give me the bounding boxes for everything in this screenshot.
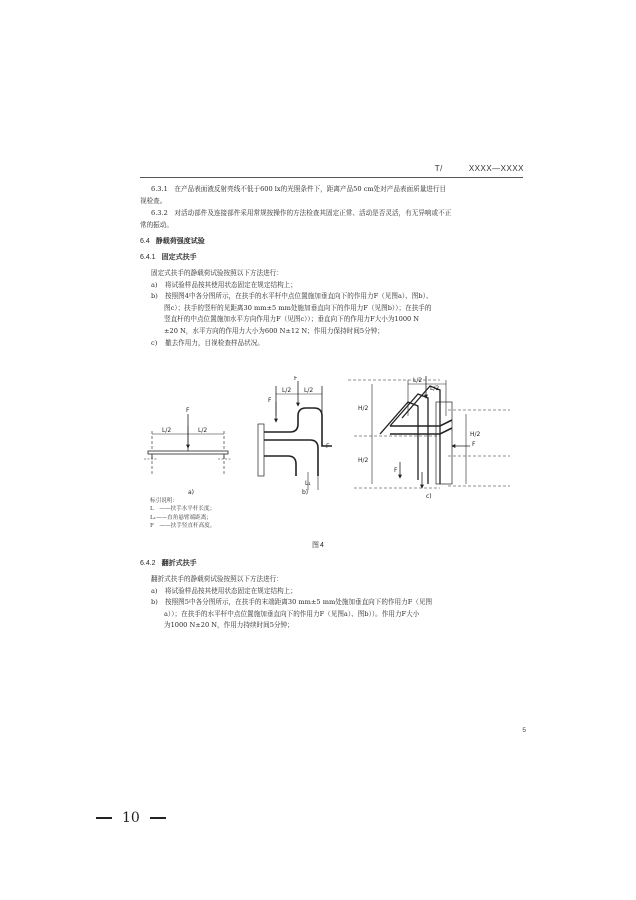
section-heading-6-4-2	[140, 558, 524, 570]
paragraph-line: 6.3.1 在产品表面液反射亮线不低于600 lx的光照条件下，距离产品50 cm处对产品表面质量进行目	[151, 185, 447, 193]
figure-caption: 图4	[312, 542, 325, 549]
section-title: 固定式扶手	[161, 254, 197, 261]
force-label: F	[394, 467, 398, 474]
list-item: b) 按照图4中各分图所示，在扶手的水平杆中点位置施加垂直向下的作用力F（见图a）、图b）、	[140, 291, 524, 303]
sub-figure-b	[258, 376, 332, 496]
section-heading-6-4-1	[140, 252, 524, 264]
list-item-continuation: a））；在扶手的水平杆中点位置施加垂直向下的作用力F（见图a）、图b））。作用力F大小	[164, 609, 420, 618]
list-label: a)	[151, 586, 158, 595]
force-label: F	[472, 441, 476, 448]
dimension-label: H/2	[358, 457, 369, 464]
section-number: 6.4.1	[140, 254, 156, 261]
dimension-label: L/2	[198, 427, 208, 434]
dimension-label: L/2	[304, 387, 314, 394]
dimension-label: H/2	[470, 431, 481, 438]
section-number: 6.4.2	[140, 560, 156, 567]
list-item-continuation: ±20 N，水平方向的作用力大小为600 N±12 N；作用力保持时间5分钟；	[164, 326, 384, 335]
dimension-label: H/2	[358, 405, 369, 412]
list-item: a) 将试验样品按其使用状态固定在规定结构上；	[140, 280, 524, 292]
list-item: c) 撤去作用力，目视检查样品状况。	[140, 338, 524, 350]
standard-code-header	[435, 164, 524, 173]
list-item-continuation: 为1000 N±20 N，作用力持续时间5分钟；	[164, 621, 294, 630]
section-number: 6.4	[140, 238, 150, 245]
force-label: F	[294, 376, 298, 382]
list-label: b)	[151, 292, 158, 301]
section-6-3-1	[140, 184, 524, 207]
dimension-label: L/2	[162, 427, 172, 434]
page-number: 5	[522, 727, 526, 734]
force-label: F	[186, 407, 190, 414]
folio-dash	[96, 817, 112, 818]
figure-4-drawing	[140, 376, 524, 506]
legend-item: L ——扶手水平杆长度；	[150, 506, 216, 513]
paragraph-line: 常的振动。	[140, 220, 173, 229]
dimension-label: L/2	[413, 377, 423, 384]
list-label: a)	[151, 280, 158, 289]
legend-item: L₁——直角悬臂端距离；	[150, 514, 212, 521]
standard-number: XXXX—XXXX	[468, 164, 524, 173]
section-title: 静载荷强度试验	[155, 238, 205, 245]
folio-number: 10	[122, 810, 140, 826]
sub-figure-c	[348, 376, 510, 500]
section-heading-6-4	[140, 236, 524, 248]
header-rule	[140, 177, 523, 178]
list-label: c)	[151, 338, 158, 347]
dimension-label: L/2	[282, 387, 292, 394]
paragraph-intro: 固定式扶手的静载荷试验按照以下方法进行：	[151, 269, 283, 277]
list-item: a) 将试验样品按其使用状态固定在规定结构上；	[140, 586, 524, 598]
figure-legend	[150, 497, 215, 531]
list-item-continuation: 竖直杆的中点位置施加水平方向作用力F（见图c））；垂直向下的作用力F大小为1000 N	[164, 315, 420, 324]
list-item: b) 按照图5中各分图所示，在扶手的末端距离30 mm±5 mm处施加垂直向下的作用力F（见图	[140, 597, 524, 609]
section-6-3-2	[140, 208, 524, 231]
dimension-label: L/2	[430, 385, 440, 392]
list-item-continuation: 图c）；扶手的竖杆的见距离30 mm±5 mm处施加垂直向下的作用力F（见图b））；在扶手的	[164, 303, 432, 312]
paragraph-line: 视检查。	[140, 196, 167, 205]
legend-item: F ——扶手竖直杆高度。	[150, 523, 216, 530]
section-title: 翻折式扶手	[161, 560, 197, 567]
paragraph-intro: 翻折式扶手的静载荷试验按照以下方法进行：	[151, 575, 283, 583]
folio	[96, 810, 166, 826]
sub-figure-label: c)	[426, 493, 432, 500]
sub-figure-label: a)	[188, 489, 195, 496]
legend-title: 标引说明：	[150, 498, 178, 504]
sub-figure-label: b)	[302, 489, 309, 496]
section-6-4-2-body	[140, 574, 524, 632]
paragraph-line: 6.3.2 对活动部件及连接部件采用常规按操作的方法检查其固定正常、活动是否灵活，有无异响或不正	[151, 209, 452, 217]
dimension-label: L₁	[305, 480, 311, 487]
standard-prefix: T/	[434, 164, 443, 173]
force-label: F	[326, 443, 330, 450]
folio-dash	[150, 817, 166, 818]
force-label: F	[268, 397, 272, 404]
sub-figure-a	[144, 407, 232, 496]
section-6-4-1-body	[140, 268, 524, 349]
list-label: b)	[151, 598, 158, 607]
